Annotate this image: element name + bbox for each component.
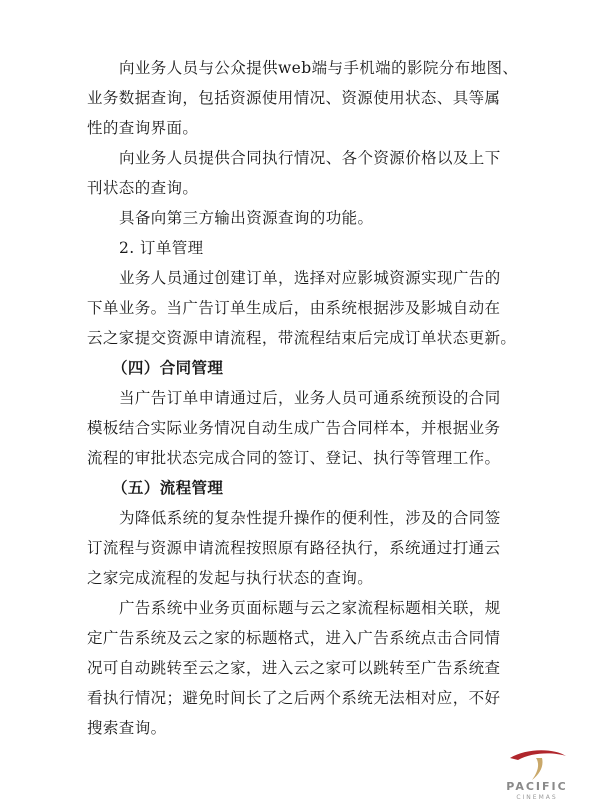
pacific-cinemas-logo bbox=[496, 748, 578, 804]
paragraph-line: 搜索查询。 bbox=[87, 719, 167, 737]
paragraph-line: 向业务人员与公众提供web端与手机端的影院分布地图、 bbox=[119, 59, 519, 77]
logo-swoosh-icon bbox=[496, 748, 578, 782]
paragraph-line: 定广告系统及云之家的标题格式，进入广告系统点击合同情 bbox=[87, 629, 501, 647]
paragraph-line: 具备向第三方输出资源查询的功能。 bbox=[119, 209, 374, 227]
paragraph-line: 性的查询界面。 bbox=[87, 119, 199, 137]
paragraph-line: 模板结合实际业务情况自动生成广告合同样本，并根据业务 bbox=[87, 419, 501, 437]
paragraph-line: 业务数据查询，包括资源使用情况、资源使用状态、具等属 bbox=[87, 89, 501, 107]
section-heading-order: 2. 订单管理 bbox=[119, 239, 204, 257]
paragraph-line: 向业务人员提供合同执行情况、各个资源价格以及上下 bbox=[119, 149, 501, 167]
logo-subtitle: CINEMAS bbox=[516, 794, 558, 801]
paragraph-line: 看执行情况；避免时间长了之后两个系统无法相对应，不好 bbox=[87, 689, 501, 707]
logo-wordmark: PACIFIC bbox=[506, 780, 568, 793]
paragraph-line: 流程的审批状态完成合同的签订、登记、执行等管理工作。 bbox=[87, 449, 501, 467]
paragraph-line: 订流程与资源申请流程按照原有路径执行，系统通过打通云 bbox=[87, 539, 501, 557]
section-heading-process: （五）流程管理 bbox=[112, 478, 224, 497]
paragraph-line: 云之家提交资源申请流程，带流程结束后完成订单状态更新。 bbox=[87, 329, 517, 347]
paragraph-line: 业务人员通过创建订单，选择对应影城资源实现广告的 bbox=[119, 269, 501, 287]
paragraph-line: 当广告订单申请通过后，业务人员可通系统预设的合同 bbox=[119, 389, 501, 407]
paragraph-line: 下单业务。当广告订单生成后，由系统根据涉及影城自动在 bbox=[87, 299, 501, 317]
paragraph-line: 况可自动跳转至云之家，进入云之家可以跳转至广告系统查 bbox=[87, 659, 501, 677]
paragraph-line: 之家完成流程的发起与执行状态的查询。 bbox=[87, 569, 374, 587]
paragraph-line: 广告系统中业务页面标题与云之家流程标题相关联，规 bbox=[119, 599, 501, 617]
paragraph-line: 刊状态的查询。 bbox=[87, 179, 199, 197]
paragraph-line: 为降低系统的复杂性提升操作的便利性，涉及的合同签 bbox=[119, 509, 501, 527]
section-heading-contract: （四）合同管理 bbox=[112, 358, 224, 377]
